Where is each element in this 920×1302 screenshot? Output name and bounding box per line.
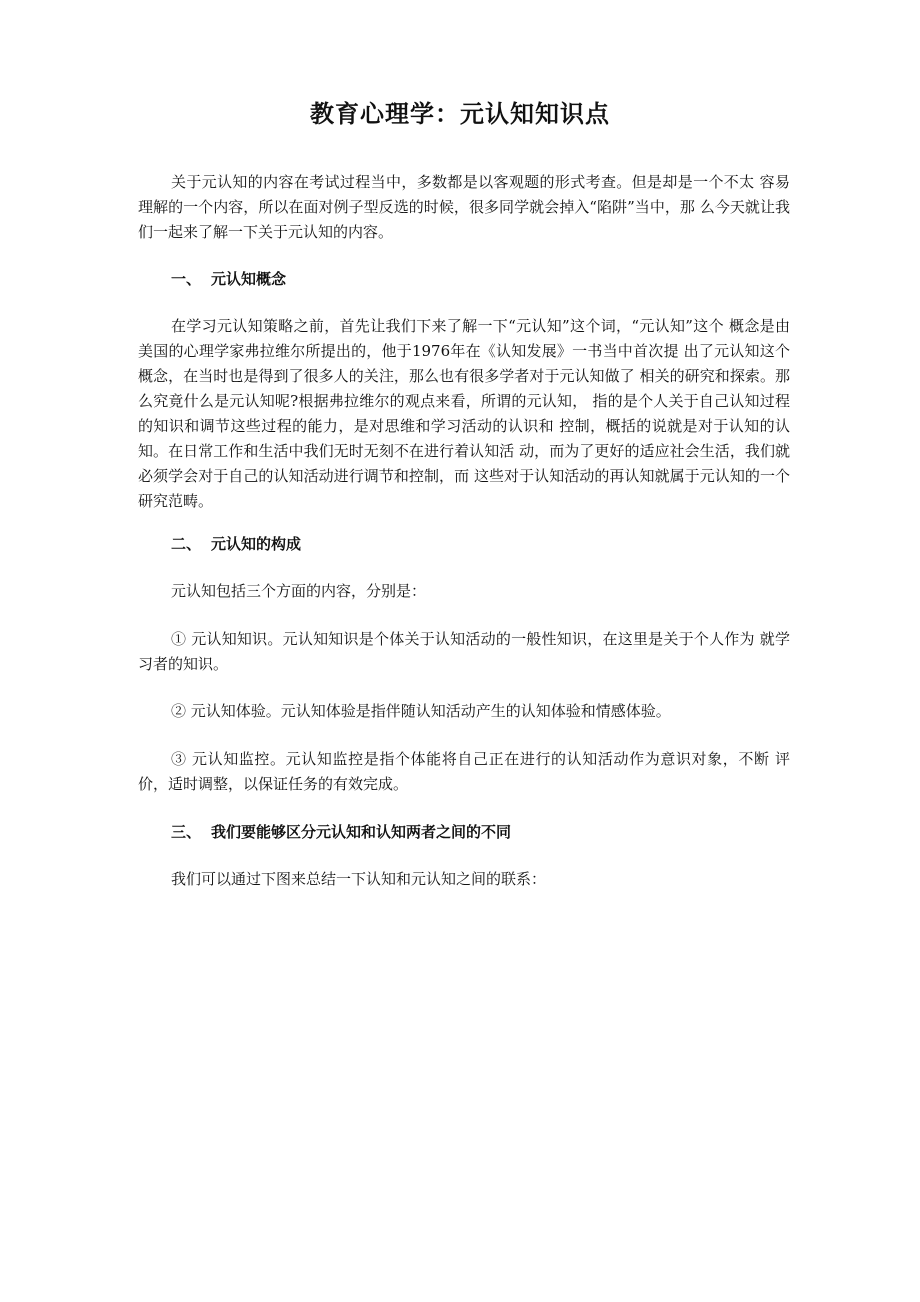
section-1-title: 元认知概念	[211, 270, 287, 288]
section-3-heading	[171, 820, 790, 845]
section-3-paragraph: 我们可以通过下图来总结一下认知和元认知之间的联系：	[171, 870, 547, 888]
list-item-2: ② 元认知体验。元认知体验是指伴随认知活动产生的认知体验和情感体验。	[171, 702, 671, 720]
document-title: 教育心理学：元认知知识点	[310, 99, 610, 128]
section-1-number: 一、	[171, 270, 202, 288]
section-2-heading	[171, 532, 790, 557]
list-item-1: ① 元认知知识。元认知知识是个体关于认知活动的一般性知识，在这里是关于个人作为 就学习者的知识。	[138, 630, 790, 673]
section-3-title: 我们要能够区分元认知和认知两者之间的不同	[211, 823, 512, 841]
section-2-lead: 元认知包括三个方面的内容，分别是：	[171, 582, 427, 600]
section-1-paragraph: 在学习元认知策略之前，首先让我们下来了解一下“元认知”这个词，“元认知”这个 概念是由美国的心理学家弗拉维尔所提出的，他于1976年在《认知发展》一书当中首次提 出了元认知这个概念，在当时也是得到了很多人的关注，那么也有很多学者对于元认知做了 相关的研究和探索。那么究竟什么是元认知呢?根据弗拉维尔的观点来看，所谓的元认知， 指的是个人关于自己认知过程的知识和调节这些过程的能力，是对思维和学习活动的认识和 控制，概括的说就是对于认知的认知。在日常工作和生活中我们无时无刻不在进行着认知活 动，而为了更好的适应社会生活，我们就必须学会对于自己的认知活动进行调节和控制，而 这些对于认知活动的再认知就属于元认知的一个研究范畴。	[138, 317, 790, 510]
intro-paragraph: 关于元认知的内容在考试过程当中，多数都是以客观题的形式考查。但是却是一个不太 容易理解的一个内容，所以在面对例子型反选的时候，很多同学就会掉入“陷阱”当中，那 么今天就让我们一起来了解一下关于元认知的内容。	[138, 173, 790, 241]
section-2-title: 元认知的构成	[211, 535, 302, 553]
section-1-heading	[171, 267, 790, 292]
list-item-3: ③ 元认知监控。元认知监控是指个体能将自己正在进行的认知活动作为意识对象，不断 评价，适时调整，以保证任务的有效完成。	[138, 750, 790, 793]
section-2-number: 二、	[171, 535, 202, 553]
section-3-number: 三、	[171, 823, 202, 841]
